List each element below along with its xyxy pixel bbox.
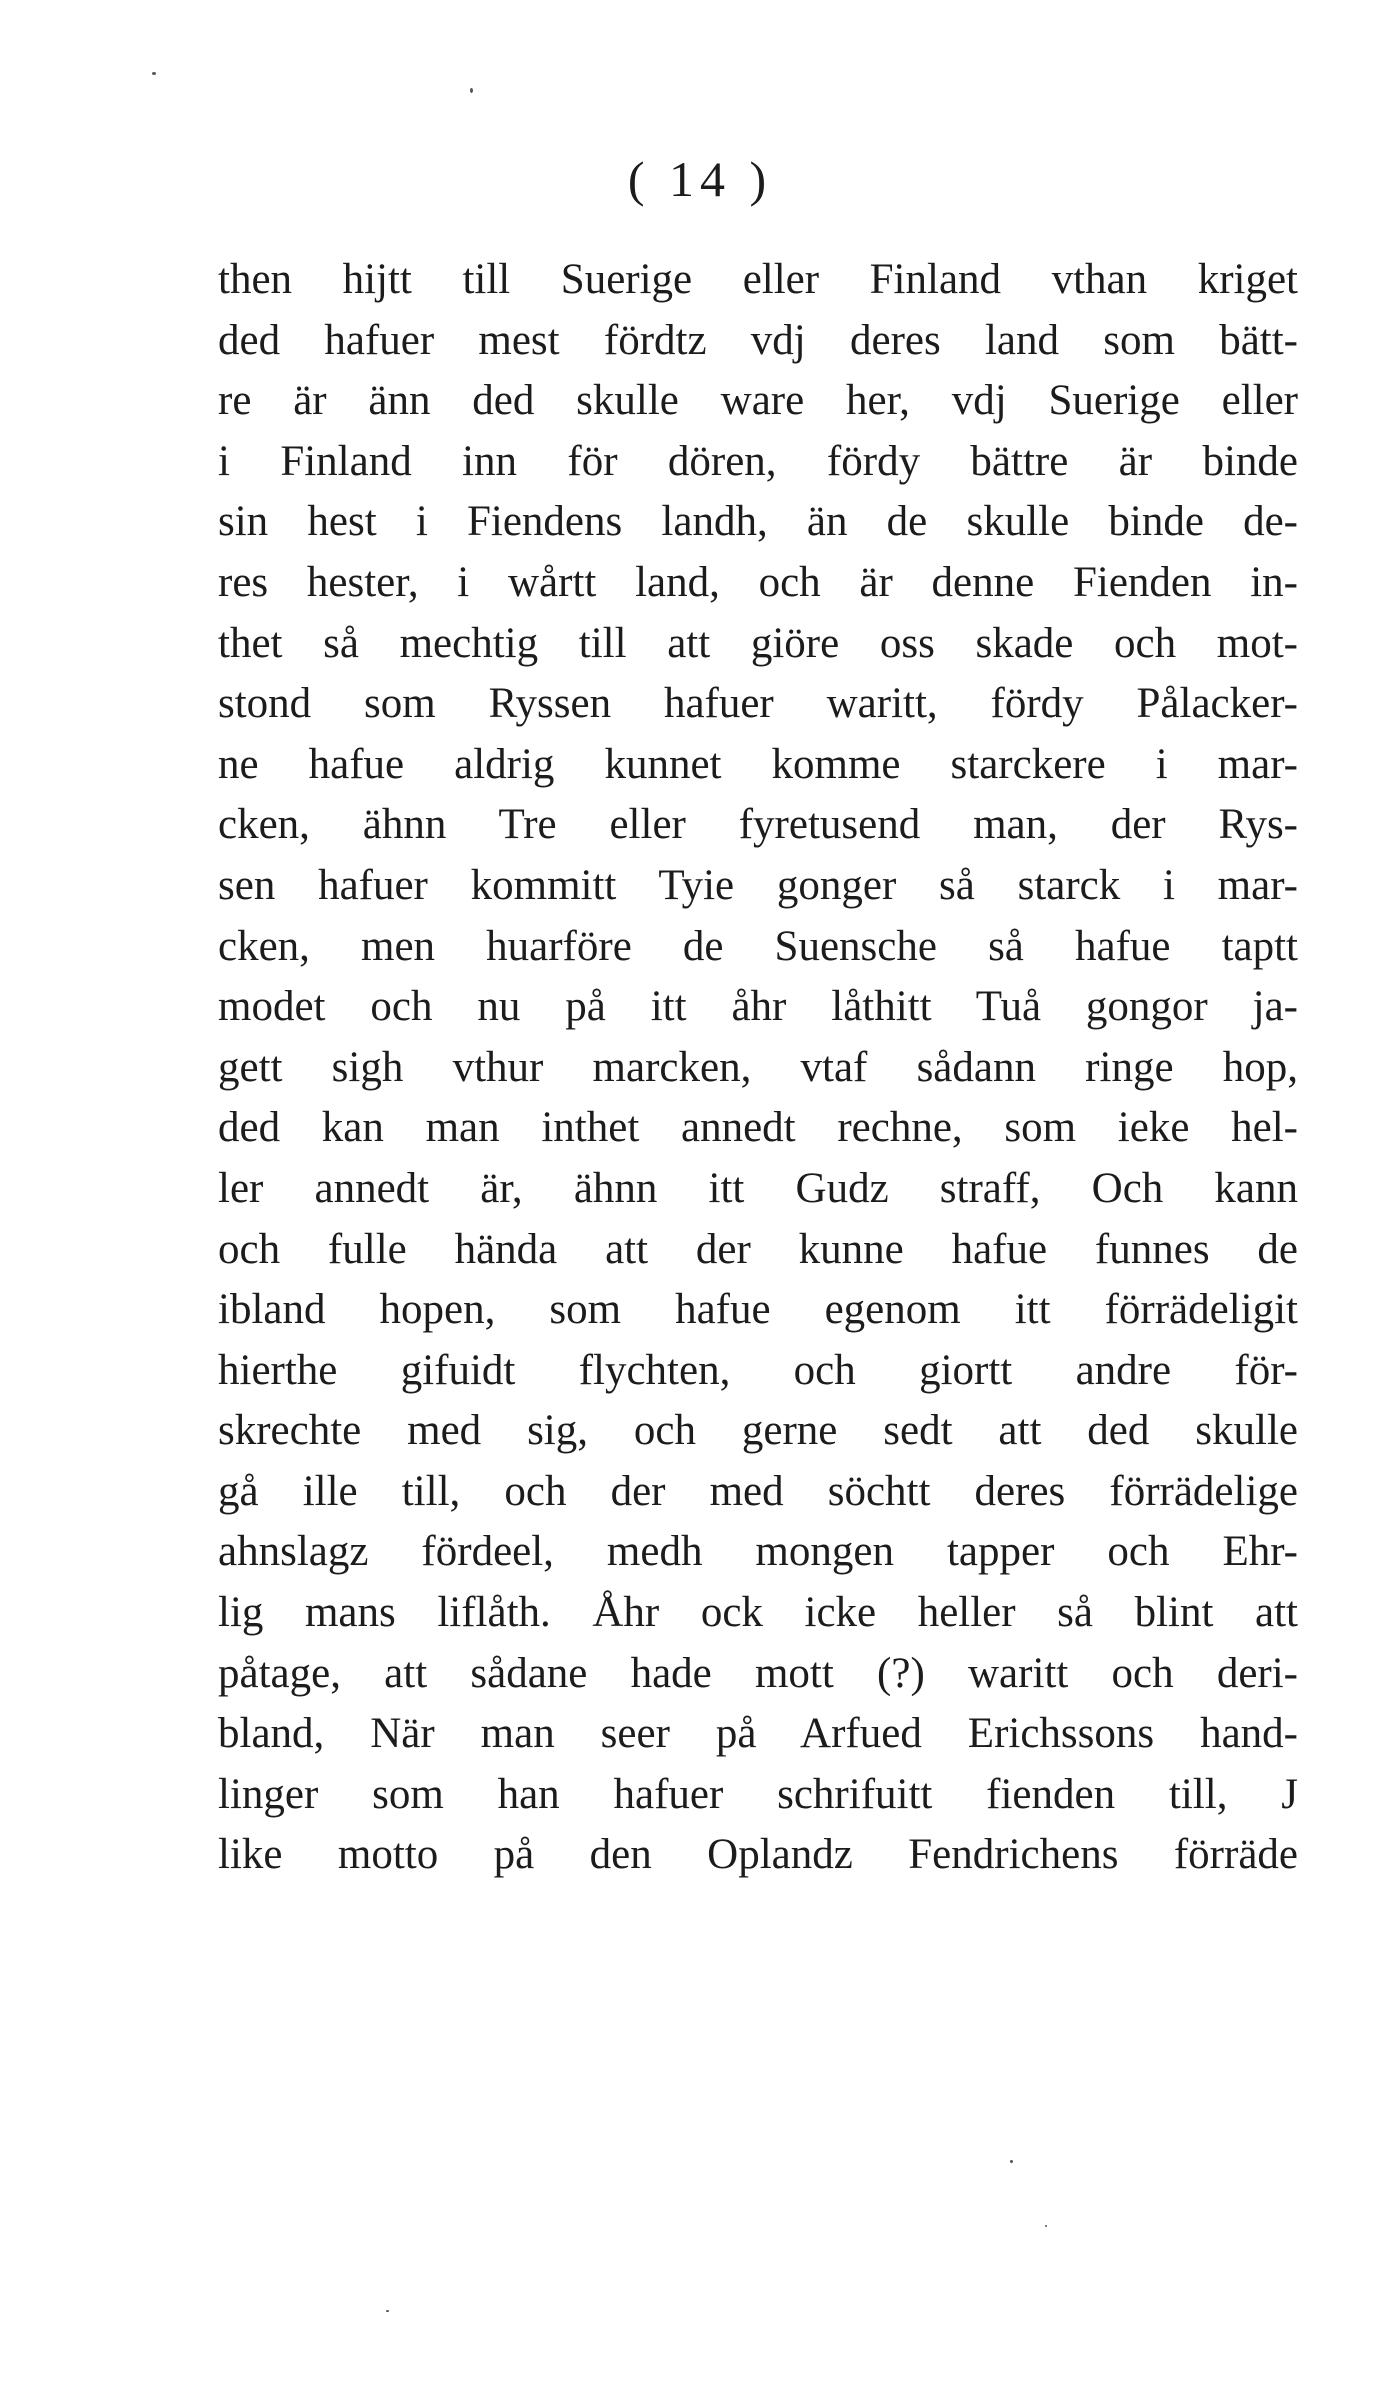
text-line: påtage, att sådane hade mott (?) waritt och deri-	[218, 1649, 1298, 1697]
text-line: bland, När man seer på Arfued Erichssons hand-	[218, 1710, 1298, 1758]
text-line: ahnslagz fördeel, medh mongen tapper och Ehr-	[218, 1528, 1298, 1576]
text-line: och fulle hända att der kunne hafue funnes de	[218, 1225, 1298, 1273]
text-line: ne hafue aldrig kunnet komme starckere i mar-	[218, 740, 1298, 788]
text-line: then hijtt till Suerige eller Finland vthan kriget	[218, 256, 1298, 303]
text-line: sen hafuer kommitt Tyie gonger så starck i mar-	[218, 861, 1298, 909]
text-line: sin hest i Fiendens landh, än de skulle binde de-	[218, 498, 1298, 546]
text-line: gå ille till, och der med söchtt deres förrädelige	[218, 1467, 1298, 1515]
text-line: ibland hopen, som hafue egenom itt förrädeligit	[218, 1286, 1298, 1334]
text-line: lig mans liflåth. Åhr ock icke heller så blint att	[218, 1589, 1298, 1637]
text-line: re är änn ded skulle ware her, vdj Suerige eller	[218, 377, 1298, 425]
text-line: gett sigh vthur marcken, vtaf sådann ringe hop,	[218, 1043, 1298, 1091]
text-line: hierthe gifuidt flychten, och giortt andre för-	[218, 1346, 1298, 1394]
scan-speck	[1045, 2225, 1047, 2227]
text-line: ded kan man inthet annedt rechne, som ieke hel-	[218, 1104, 1298, 1152]
text-line: cken, men huarföre de Suensche så hafue taptt	[218, 922, 1298, 970]
text-line: stond som Ryssen hafuer waritt, fördy Pålacker-	[218, 680, 1298, 728]
text-line: linger som han hafuer schrifuitt fienden till, J	[218, 1770, 1298, 1818]
scan-speck	[470, 88, 473, 93]
scan-speck	[1010, 2160, 1013, 2163]
scan-speck	[152, 72, 156, 75]
body-text	[218, 250, 1298, 1886]
text-line: cken, ähnn Tre eller fyretusend man, der Rys-	[218, 801, 1298, 849]
text-line: res hester, i wårtt land, och är denne Fienden in-	[218, 558, 1298, 606]
text-line: thet så mechtig till att giöre oss skade och mot-	[218, 619, 1298, 667]
scan-speck	[386, 2310, 389, 2312]
text-line: ler annedt är, ähnn itt Gudz straff, Och kann	[218, 1164, 1298, 1212]
text-line: like motto på den Oplandz Fendrichens förräde	[218, 1831, 1298, 1879]
text-line: i Finland inn för dören, fördy bättre är binde	[218, 437, 1298, 485]
page-number: ( 14 )	[627, 151, 773, 207]
text-line: ded hafuer mest fördtz vdj deres land som bätt-	[218, 316, 1298, 364]
text-line: skrechte med sig, och gerne sedt att ded skulle	[218, 1407, 1298, 1455]
text-line: modet och nu på itt åhr låthitt Tuå gongor ja-	[218, 983, 1298, 1031]
